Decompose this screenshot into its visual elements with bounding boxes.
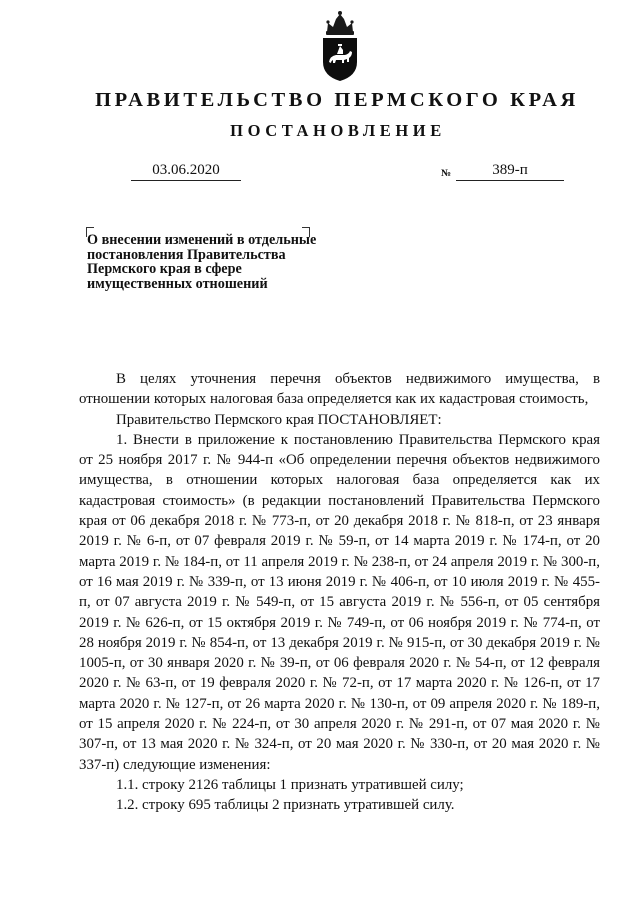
body-paragraph: 1.1. строку 2126 таблицы 1 признать утратившей силу; bbox=[116, 776, 464, 793]
document-body bbox=[79, 369, 600, 816]
perm-krai-coat-of-arms-icon bbox=[318, 10, 362, 82]
body-paragraph: В целях уточнения перечня объектов недвижимого имущества, в отношении которых налоговая база определяется как их кадастровая стоимость, bbox=[79, 371, 600, 408]
subject-line: постановления Правительства bbox=[87, 246, 286, 263]
number-label: № bbox=[441, 168, 452, 179]
subject-line: Пермского края в сфере bbox=[87, 261, 242, 277]
body-paragraph: 1.2. строку 695 таблицы 2 признать утратившей силу. bbox=[116, 797, 455, 814]
document-subject bbox=[87, 233, 347, 291]
body-paragraph: 1. Внести в приложение к постановлению Правительства Пермского края от 25 ноября 2017 г. № 944-п «Об определении перечня объектов недвижимого имущества, в отношении которых налоговая база определяется как их кадастровая стоимость» (в редакции постановлений Правительства Пермского края от 06 декабря 2018 г. № 773-п, от 20 декабря 2018 г. № 818-п, от 23 января 2019 г. № 6-п, от 07 февраля 2019 г. № 59-п, от 14 марта 2019 г. № 174-п, от 20 марта 2019 г. № 184-п, от 11 апреля 2019 г. № 238-п, от 24 апреля 2019 г. № 300-п, от 16 мая 2019 г. № 339-п, от 13 июня 2019 г. № 406-п, от 10 июля 2019 г. № 455-п, от 07 августа 2019 г. № 549-п, от 15 августа 2019 г. № 556-п, от 05 сентября 2019 г. № 626-п, от 15 октября 2019 г. № 749-п, от 06 ноября 2019 г. № 774-п, от 28 ноября 2019 г. № 854-п, от 13 декабря 2019 г. № 915-п, от 30 декабря 2019 г. № 1005-п, от 30 января 2020 г. № 39-п, от 06 февраля 2020 г. № 54-п, от 12 февраля 2020 г. № 63-п, от 19 февраля 2020 г. № 72-п, от 17 марта 2020 г. № 126-п, от 17 марта 2020 г. № 127-п, от 26 марта 2020 г. № 130-п, от 09 апреля 2020 г. № 189-п, от 15 апреля 2020 г. № 224-п, от 30 апреля 2020 г. № 291-п, от 07 мая 2020 г. № 307-п, от 13 мая 2020 г. № 324-п, от 20 мая 2020 г. № 330-п, от 20 мая 2020 г. № 337-п) следующие изменения: bbox=[79, 431, 600, 773]
subject-line: имущественных отношений bbox=[87, 275, 268, 292]
document-date: 03.06.2020 bbox=[131, 161, 241, 181]
body-paragraph: Правительство Пермского края ПОСТАНОВЛЯЕТ: bbox=[116, 411, 442, 428]
subject-line: О внесении изменений в отдельные bbox=[87, 232, 317, 248]
document-number: 389-п bbox=[456, 161, 564, 181]
document-type: ПОСТАНОВЛЕНИЕ bbox=[230, 121, 446, 140]
government-title: ПРАВИТЕЛЬСТВО ПЕРМСКОГО КРАЯ bbox=[95, 89, 579, 111]
